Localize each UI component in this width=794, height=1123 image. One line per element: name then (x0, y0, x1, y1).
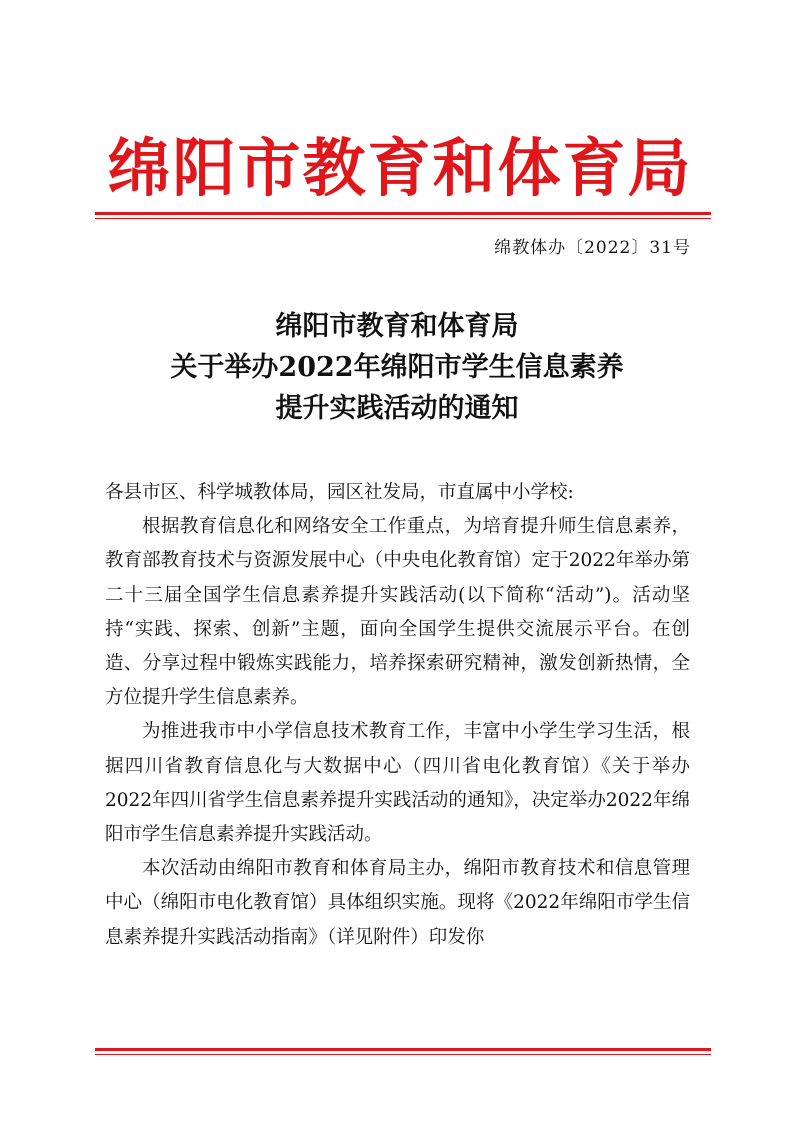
masthead-rule-thick (95, 212, 711, 215)
body-paragraph-3: 本次活动由绵阳市教育和体育局主办，绵阳市教育技术和信息管理中心（绵阳市电化教育馆）具体组织实施。现将《2022年绵阳市学生信息素养提升实践活动指南》（详见附件）印发你 (105, 858, 690, 948)
footer-rule-thick (95, 1048, 711, 1051)
document-number: 绵教体办〔2022〕31号 (494, 238, 691, 258)
salutation: 各县市区、科学城教体局，园区社发局，市直属中小学校: (105, 482, 574, 503)
title-line-1: 绵阳市教育和体育局 (275, 311, 519, 342)
footer-rule-thin (95, 1054, 711, 1055)
document-body (105, 476, 690, 955)
masthead-org-name: 绵阳市教育和体育局 (107, 131, 693, 205)
body-paragraph-2: 为推进我市中小学信息技术教育工作，丰富中小学生学习生活，根据四川省教育信息化与大数据中心（四川省电化教育馆）《关于举办2022年四川省学生信息素养提升实践活动的通知》，决定举办2022年绵阳市学生信息素养提升实践活动。 (105, 721, 690, 846)
body-paragraph-1: 根据教育信息化和网络安全工作重点，为培育提升师生信息素养，教育部教育技术与资源发展中心（中央电化教育馆）定于2022年举办第二十三届全国学生信息素养提升实践活动(以下简称“活动”)。活动坚持“实践、探索、创新”主题，面向全国学生提供交流展示平台。在创造、分享过程中锻炼实践能力，培养探索研究精神，激发创新热情，全方位提升学生信息素养。 (105, 516, 690, 709)
masthead-rule-thin (95, 218, 711, 219)
title-line-3: 提升实践活动的通知 (275, 393, 519, 424)
title-line-2: 关于举办2022年绵阳市学生信息素养 (170, 352, 624, 383)
document-title (80, 306, 714, 429)
